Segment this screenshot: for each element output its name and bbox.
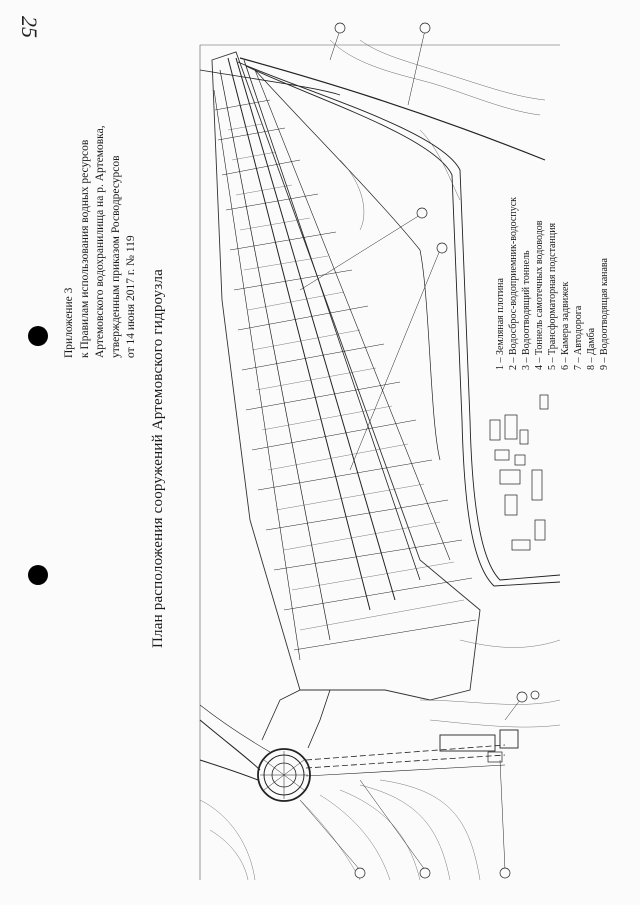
appendix-line: к Правилам использования водных ресурсов (78, 139, 91, 358)
legend-item: 6 – Камера задвижек (560, 281, 571, 370)
legend-item: 4 – Тоннель самотечных водоводов (534, 220, 545, 370)
appendix-line: утвержденным приказом Росводресурсов (109, 155, 122, 358)
appendix-line: Артемовского водохранилища на р. Артемовка, (94, 125, 106, 358)
legend-item: 1 – Земляная плотина (495, 278, 506, 370)
legend-item: 8 – Дамба (586, 327, 597, 370)
legend-item: 9 – Водоотводящая канава (599, 258, 610, 370)
svg-text:25: 25 (17, 16, 40, 38)
drawing-title: План расположения сооружений Артемовского гидроузла (150, 268, 166, 648)
appendix-line: от 14 июня 2017 г. № 119 (125, 235, 137, 358)
legend-item: 3 – Водоотводящий тоннель (521, 250, 532, 370)
legend-item: 7 – Автодорога (573, 305, 584, 370)
legend-item: 2 – Водосброс-водоприемник-водоспуск (508, 197, 519, 370)
appendix-line: Приложение 3 (63, 287, 75, 358)
legend-item: 5 – Трансформаторная подстанция (547, 222, 558, 370)
